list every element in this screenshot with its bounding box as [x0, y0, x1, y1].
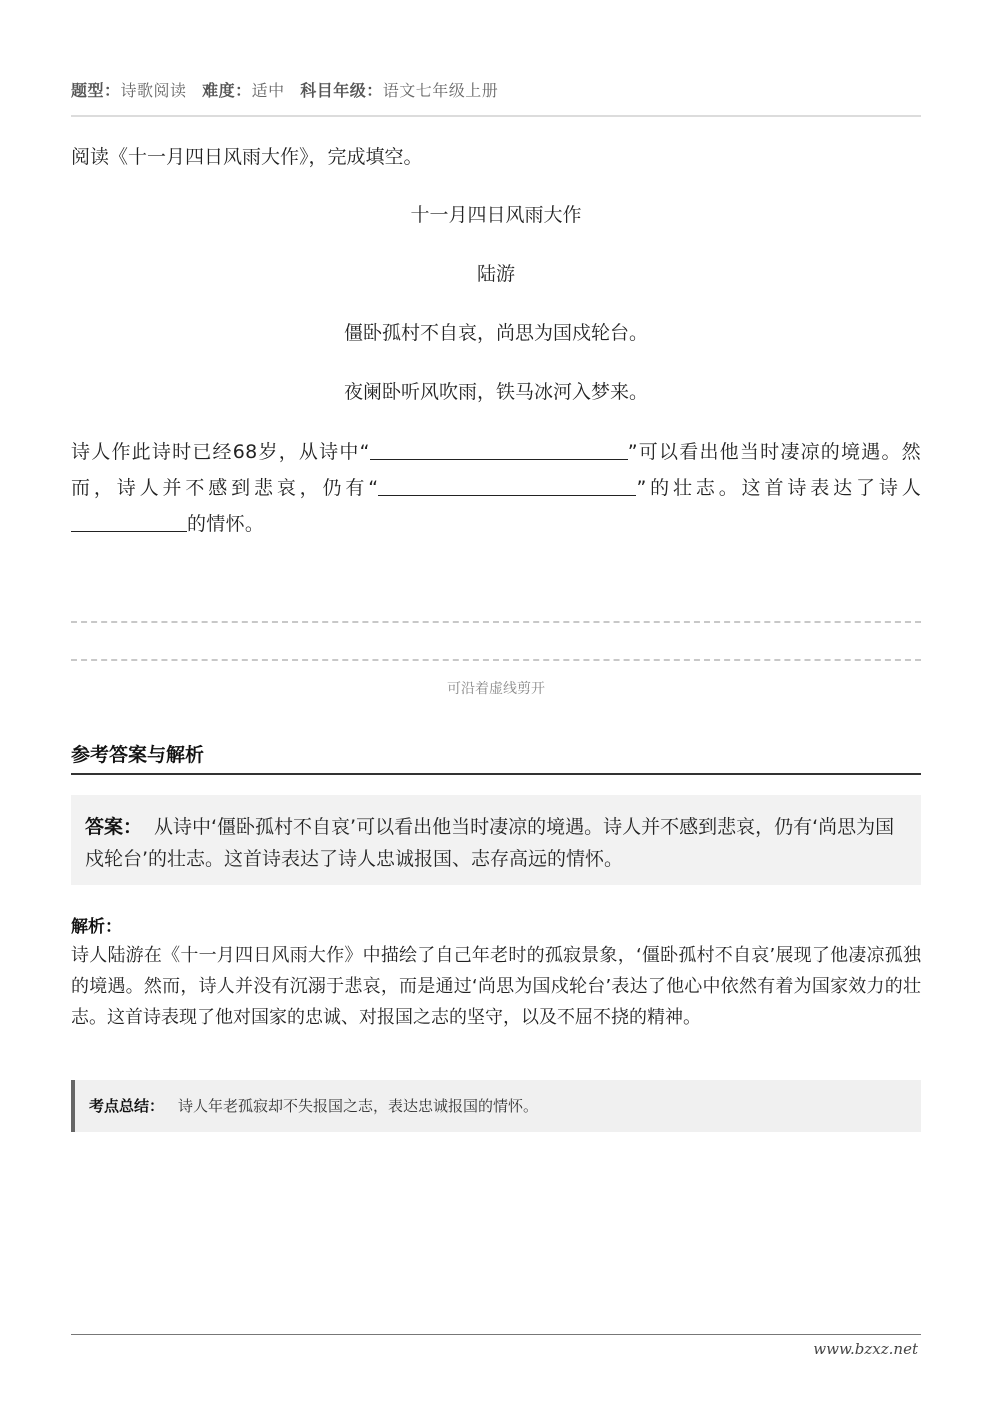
fill-text-4: 的情怀。: [187, 513, 265, 535]
fill-text-3: ”的壮志。这首诗表达了诗人: [636, 477, 921, 499]
difficulty-value: 适中: [251, 81, 285, 100]
question-intro: 阅读《十一月四日风雨大作》，完成填空。: [71, 146, 423, 168]
type-value: 诗歌阅读: [120, 81, 187, 100]
analysis-label: 解析：: [71, 917, 122, 937]
poem-line-2: 夜阑卧听风吹雨，铁马冰河入梦来。: [343, 381, 648, 403]
difficulty-label: 难度：: [202, 81, 252, 100]
footer-site-link[interactable]: www.bzxz.net: [813, 1340, 918, 1358]
cut-line-2: [71, 659, 921, 661]
footer-divider: [71, 1334, 921, 1335]
cut-note: 可沿着虚线剪开: [447, 681, 545, 697]
question-meta: [71, 78, 508, 101]
summary-text: 诗人年老孤寂却不失报国之志，表达忠诚报国的情怀。: [178, 1097, 539, 1115]
blank-1[interactable]: [370, 439, 628, 460]
summary-label: 考点总结：: [89, 1097, 165, 1115]
poem-author: 陆游: [476, 263, 515, 285]
blank-3[interactable]: [71, 511, 187, 532]
summary-box: [71, 1080, 921, 1132]
subject-label: 科目年级：: [300, 81, 383, 100]
fill-text-1: 诗人作此诗时已经68岁，从诗中“: [71, 441, 370, 463]
fill-in-question: [71, 434, 921, 542]
answer-box: [71, 795, 921, 885]
poem-title: 十一月四日风雨大作: [410, 204, 582, 226]
answer-section-divider: [71, 773, 921, 775]
analysis-text: 诗人陆游在《十一月四日风雨大作》中描绘了自己年老时的孤寂景象，‘僵卧孤村不自哀’展现了他凄凉孤独的境遇。然而，诗人并没有沉溺于悲哀，而是通过‘尚思为国戍轮台’表达了他心中依然有着为国家效力的壮志。这首诗表现了他对国家的忠诚、对报国之志的坚守，以及不屈不挠的精神。: [71, 945, 921, 1028]
meta-divider: [71, 115, 921, 117]
answer-text: 从诗中‘僵卧孤村不自哀’可以看出他当时凄凉的境遇。诗人并不感到悲哀，仍有‘尚思为国戍轮台’的壮志。这首诗表达了诗人忠诚报国、志存高远的情怀。: [85, 816, 895, 870]
fill-text-2: ”可以看出他当时凄凉的境遇。然而，诗人并不感到悲哀，仍有“: [71, 441, 921, 499]
poem-line-1: 僵卧孤村不自哀，尚思为国戍轮台。: [343, 322, 648, 344]
cut-line-1: [71, 621, 921, 623]
type-label: 题型：: [71, 81, 121, 100]
blank-2[interactable]: [378, 475, 636, 496]
subject-value: 语文七年级上册: [382, 81, 499, 100]
answer-section-title: 参考答案与解析: [71, 744, 205, 766]
answer-label: 答案：: [85, 816, 143, 838]
